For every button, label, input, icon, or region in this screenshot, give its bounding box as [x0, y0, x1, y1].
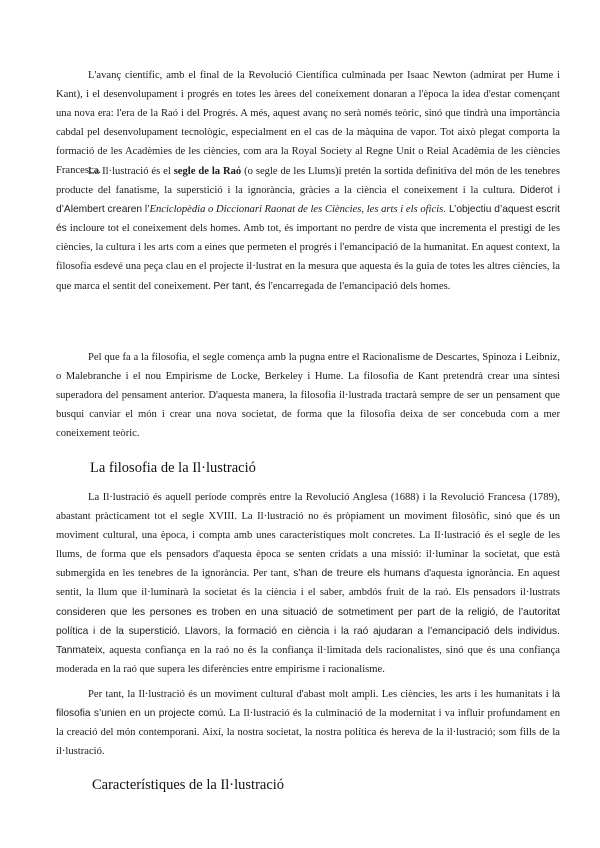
p2-text-7: incloure tot el coneixement dels homes. Amb tot, és important no perdre de vista que incrementa el prestigi de les ciències, la cultura i les arts com a eines que permeten el progrés i	[56, 223, 560, 254]
p5-text-3: . La Il·lustració és la culminació de la modernitat i va influir profundament en la creació del món contemporani. Així, la nostra societat, la nostra política és hereva de la il·lustració; som fills de la il·lustració.	[56, 708, 560, 758]
p4-text-1: La Il·lustració és aquell període comprès entre la Revolució Anglesa (1688) i la Revolució Francesa (1789), abastant pràcticament tot el segle XVIII. La Il·lustració no és pròpiament un moviment filosòfic, sinó que és un moviment cultural, una època, i compta amb unes característiques molt concretes. La Il·lustració és el segle de les llums, de forma que els pensadors d'aquesta època se senten cridats a una missió: il·luminar la societat, que està submergida en les tenebres de la ignorància. Per tant	[56, 492, 560, 580]
p2-italic-enciclopedia: Enciclopèdia o Diccionari Raonat de les Ciències, les arts i els oficis	[149, 204, 444, 216]
heading-caracteristiques: Característiques de la Il·lustració	[92, 777, 285, 793]
paragraph-philosophy-century: Pel que fa a la filosofia, el segle comença amb la pugna entre el Racionalisme de Descartes, Spinoza i Leibniz, o Malebranche i el nou Empirisme de Locke, Berkeley i Hume. La filosofia de Kant pretendrà crear una síntesi superadora del pensament anterior. D'aquesta manera, la filosofia il·lustrada tractarà sempre de ser un pensament que busqui canviar el món i crear una nova societat, de forma que la filosofia deixa de ser concebuda com a mer coneixement teòric.	[56, 352, 560, 440]
p4-sans-consideren: consideren que les persones es troben en una situació de sotmetiment per part de la religió, de l’autoritat política i de la superstició. Llavors, la formació en ciència i la raó ajudaran a l’emancipació dels individus. Tanmateix,	[56, 606, 560, 656]
paragraph-cultural-movement	[56, 685, 560, 761]
paragraph-age-of-reason	[56, 162, 560, 296]
p2-text-9: emancipació de la humanitat. En aquest context, la filosofia esdevé una peça clau en el projecte il·lustrat en la mesura que aquesta és la guia de totes les altres ciències, la que marca el sentit del coneixement.	[56, 242, 561, 292]
p2-sans-objectiu: . L’objectiu d’aquest escrit és	[56, 204, 560, 235]
paragraph-scientific-advance: L'avanç científic, amb el final de la Revolució Científica culminada per Isaac Newton (admirat per Hume i Kant), i el desenvolupament i progrés en totes les àrees del coneixement donaran a l'època la idea d'estar començant una nova era: l'era de la Raó i del Progrés. A més, aquest avanç no serà només teòric, sinó que tindrà una importància cabdal pel desenvolupament tecnològic, especialment en el cas de la màquina de vapor. Tot això plegat comporta la formació de les Acadèmies de les ciències, com ara la Royal Society al Regne Unit o Reial Acadèmia de les ciències Francesca.	[56, 70, 560, 177]
p4-text-3: d'aquesta ignorància. En aquest sentit, la llum que il·luminarà la societat és la ciència i el saber, ambdós fruit de la raó. Els pensadors il·lustrats	[56, 568, 560, 599]
p4-sans-treure-humans: , s’han de treure els humans	[286, 568, 421, 580]
p2-text-1: La Il·lustració és el	[88, 166, 174, 177]
p4-text-5: aquesta confiança en la raó no és la confiança il·limitada dels racionalistes, sinó que és una confiança moderada en la raó que supera les diferències entre empirisme i racionalisme.	[56, 644, 560, 675]
p2-text-3: (o segle de les Llums)i pretén la sortida definitiva del món de les tenebres producte del fanatisme, la superstició i la ignorància, gràcies a la ciència el coneixement i la cultura.	[56, 166, 560, 197]
p5-text-1: Per tant, la Il·lustració és un moviment cultural d'abast molt ampli. Les ciències, les arts i les humanitats i	[88, 689, 553, 700]
p2-text-11: encarregada de l'emancipació dels homes.	[272, 280, 451, 292]
p2-sans-l: l’	[339, 242, 345, 254]
heading-filosofia-illustracio: La filosofia de la Il·lustració	[90, 460, 256, 476]
p2-sans-per-tant: Per tant, és l’	[213, 280, 273, 292]
p2-sans-diderot: Diderot i d’Alembert crearen l’	[56, 185, 560, 216]
p5-sans-filosofia-unien: la filosofia s’unien en un projecte comú	[56, 689, 560, 720]
p2-bold-segle-de-la-rao: segle de la Raó	[173, 166, 242, 177]
paragraph-illustration-period	[56, 488, 560, 679]
